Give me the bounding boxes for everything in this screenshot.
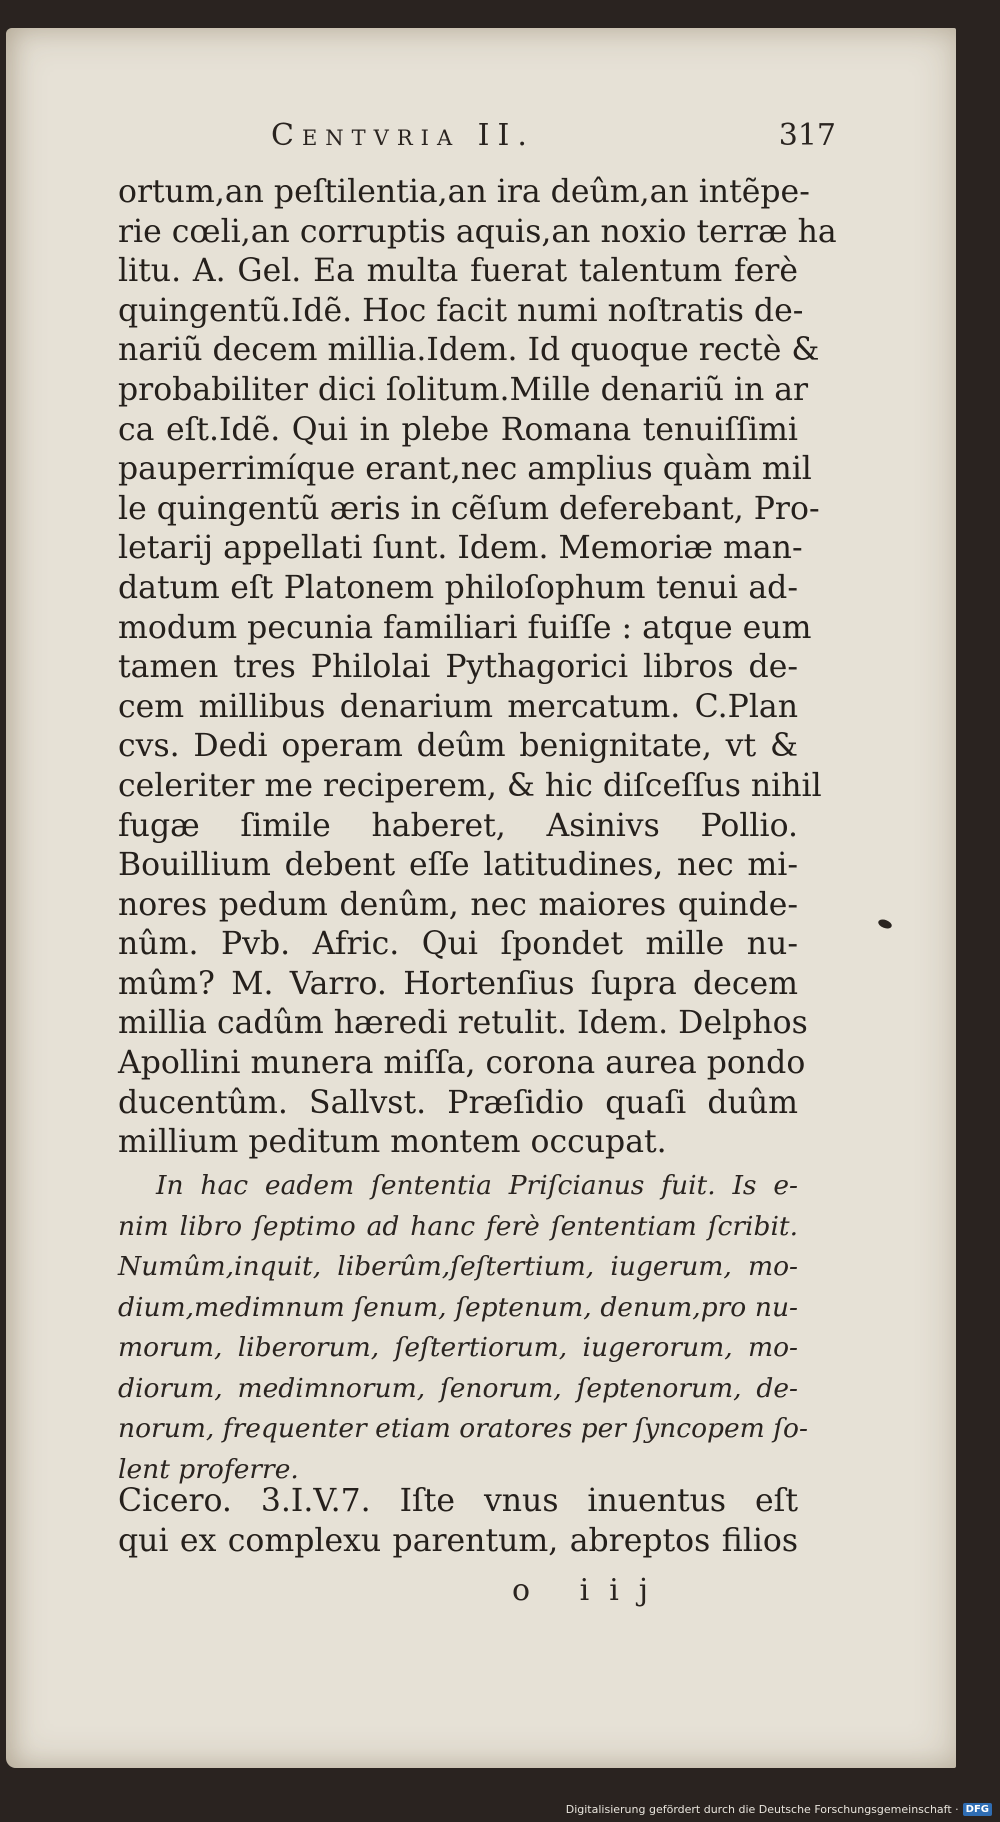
text-line: mûm? M. Varro. Hortenſius ſupra decem [118,965,798,1002]
italic-commentary [118,1166,808,1490]
text-line: qui ex complexu parentum, abreptos filios [118,1522,798,1559]
text-line: ducentûm. Sallvst. Præſidio quaſi duûm [118,1084,798,1121]
text-line: celeriter me reciperem, & hic diſceſſus nihil [118,767,822,804]
running-header [271,118,836,158]
digitization-credit [566,1803,992,1816]
text-line: nores pedum denûm, nec maiores quinde- [118,886,798,923]
credit-text: Digitalisierung gefördert durch die Deutsche Forschungsgemeinschaft · [565,1803,959,1816]
page-number: 317 [778,118,836,153]
italic-line: nim libro ſeptimo ad hanc ferè ſententiam ſcribit. [118,1210,798,1242]
body-text [118,173,837,1163]
text-line: millium peditum montem occupat. [118,1124,667,1161]
text-line: quingentũ.Idẽ. Hoc facit numi noſtratis de- [118,292,804,329]
italic-line: lent proferre. [118,1453,299,1485]
text-line: nariũ decem millia.Idem. Id quoque rectè & [118,332,820,369]
text-line: litu. A. Gel. Ea multa fuerat talentum ferè [118,253,798,290]
italic-line: In hac eadem ſententia Priſcianus fuit. Is e- [156,1170,798,1201]
text-line: fugæ ſimile haberet, Asinivs Pollio. [118,807,798,844]
text-line: probabiliter dici ſolitum.Mille denariũ in ar [118,371,809,408]
dfg-logo-icon: DFG [963,1803,992,1816]
text-line: datum eſt Platonem philoſophum tenui ad- [118,569,798,606]
text-line: ortum,an peſtilentia,an ira deûm,an intẽpe- [118,174,810,210]
text-line: millia cadûm hæredi retulit. Idem. Delphos [118,1005,808,1042]
italic-line: dium,medimnum ſenum, ſeptenum, denum,pro nu- [118,1291,798,1323]
italic-line: norum, frequenter etiam oratores per ſyncopem ſo- [118,1413,808,1444]
running-title: Centvria II. [271,118,535,153]
text-line: rie cœli,an corruptis aquis,an noxio terræ ha [118,213,837,250]
text-line: Apollini munera miſſa, corona aurea pondo [118,1045,806,1082]
text-line: cem millibus denarium mercatum. C.Plan [118,688,798,725]
signature-mark: o iij [512,1573,669,1608]
ink-smudge [877,918,893,930]
text-line: ca eſt.Idẽ. Qui in plebe Romana tenuiſſimi [118,411,798,448]
text-line: cvs. Dedi operam deûm benignitate, vt & [118,728,798,765]
text-line: nûm. Pvb. Afric. Qui ſpondet mille nu- [118,926,798,963]
text-line: pauperrimíque erant,nec amplius quàm mil [118,451,812,488]
text-line: modum pecunia familiari fuiſſe : atque eum [118,609,812,646]
text-line: tamen tres Philolai Pythagorici libros de- [118,649,798,686]
italic-line: diorum, medimnorum, ſenorum, ſeptenorum, de- [118,1372,798,1404]
text-line: letarij appellati ſunt. Idem. Memoriæ man- [118,530,803,567]
text-line: Cicero. 3.I.V.7. Iſte vnus inuentus eſt [118,1483,798,1519]
text-line: le quingentũ æris in cẽſum deferebant, Pro- [118,490,820,527]
italic-line: Numûm,inquit, liberûm,ſeſtertium, iugerum, mo- [118,1251,798,1282]
book-page [6,28,956,1768]
closing-paragraph [118,1482,798,1561]
italic-line: morum, liberorum, ſeſtertiorum, iugerorum, mo- [118,1332,798,1363]
text-line: Bouillium debent eſſe latitudines, nec mi- [118,847,798,884]
